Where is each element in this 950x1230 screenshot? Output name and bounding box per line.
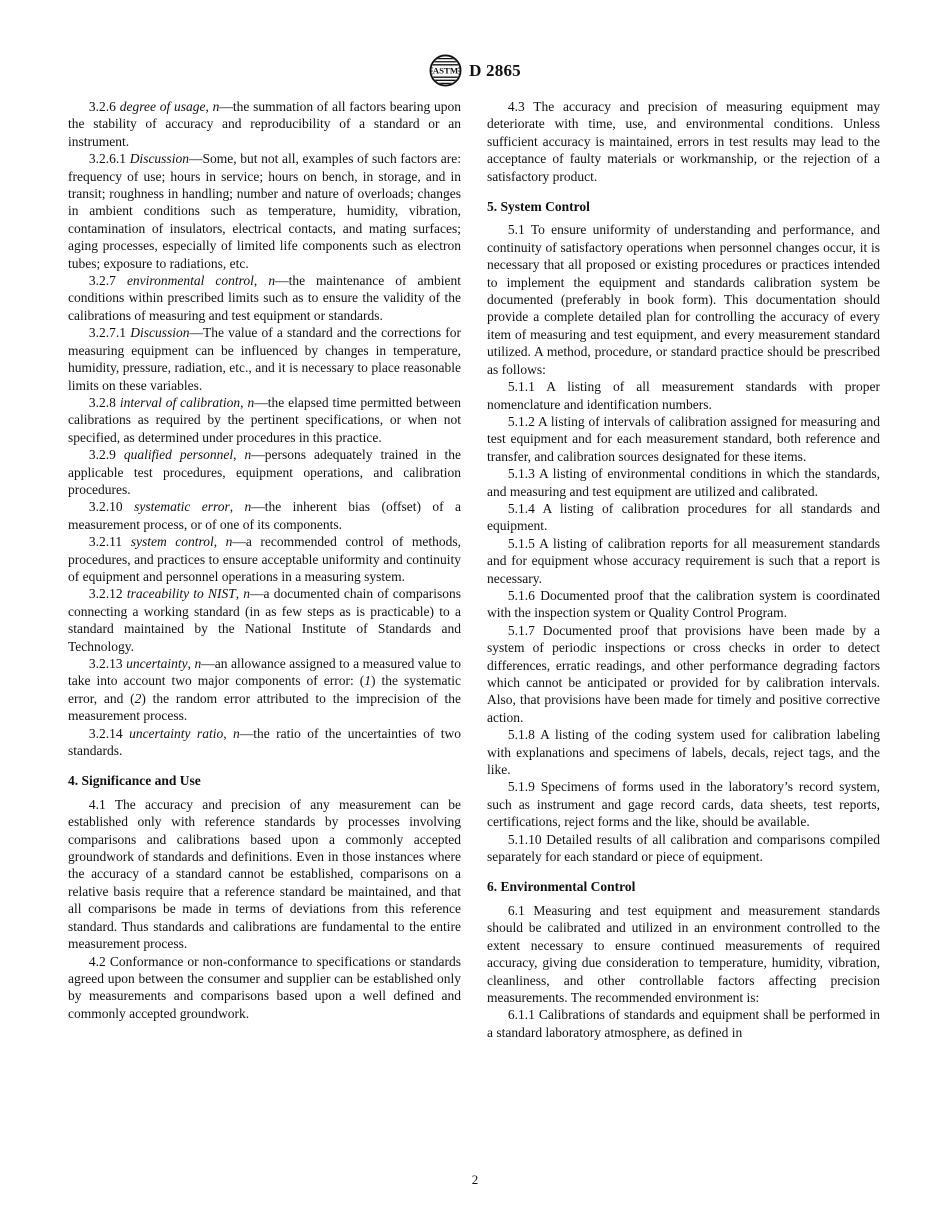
paragraph xyxy=(487,587,880,622)
text-run: , xyxy=(253,273,269,289)
paragraph xyxy=(68,394,461,446)
column-left xyxy=(68,98,461,1041)
text-run: 5.1.4 A listing of calibration procedures for all standards and equipment. xyxy=(487,500,880,534)
text-run: —the elapsed time permitted between calibrations as required by the pertinent specifications, or when not specified, as determined under procedures in this practice. xyxy=(68,394,462,445)
text-run: , xyxy=(235,586,244,602)
text-run: 5.1 To ensure uniformity of understanding and performance, and continuity of satisfactory operations when personnel changes occur, it is necessary that all proposed or existing procedures or practices intended to implement the equipment and standards calibration system be documented (preferably in book form). This documentation should provide a complete detailed plan for controlling the accuracy of every item of measuring and test equipment, and every measurement standard utilized. A method, procedure, or standard practice should be prescribed as follows: xyxy=(487,222,880,377)
document-number: D 2865 xyxy=(469,60,521,80)
text-run: 3.2.12 xyxy=(88,586,127,602)
paragraph xyxy=(487,413,880,465)
text-run: , xyxy=(213,534,226,550)
section-heading: 5. System Control xyxy=(487,199,590,215)
text-run: ) the random error attributed to the imprecision of the measurement process. xyxy=(68,690,461,724)
italic-text-run: qualified personnel xyxy=(123,447,234,463)
italic-text-run: uncertainty ratio xyxy=(129,725,224,741)
paragraph xyxy=(487,378,880,413)
text-run: 6.1 Measuring and test equipment and measurement standards should be calibrated and utilized in an environment controlled to the extent necessary to ensure continued measurements of required accuracy, giving due consideration to temperature, humidity, vibration, cleanliness, and other controllable factors affecting precision measurements. The recommended environment is: xyxy=(487,902,880,1005)
italic-text-run: n xyxy=(225,534,233,550)
text-run: —The value of a standard and the corrections for measuring equipment can be influenced by changes in temperature, humidity, pressure, radiation, etc., and it is necessary to place reasonable limits on these variables. xyxy=(68,325,461,393)
italic-text-run: n xyxy=(247,394,255,410)
text-run: , xyxy=(205,99,213,114)
paragraph xyxy=(487,221,880,378)
italic-text-run: n xyxy=(244,499,252,515)
document-body xyxy=(68,98,880,1041)
paragraph xyxy=(68,272,461,324)
section-heading: 4. Significance and Use xyxy=(68,773,201,789)
text-run: 4.2 Conformance or non-conformance to specifications or standards agreed upon between the consumer and supplier can be established only by measurements and comparisons based upon a well defined and commonly accepted groundwork. xyxy=(68,953,461,1021)
text-run: —the inherent bias (offset) of a measurement process, or of one of its components. xyxy=(68,499,461,532)
paragraph xyxy=(487,465,880,500)
italic-text-run: 1 xyxy=(364,673,371,689)
text-run: —the summation of all factors bearing upon the stability of accuracy and reproducibility of a standard or an instrument. xyxy=(68,99,461,149)
italic-text-run: n xyxy=(244,447,252,463)
italic-text-run: Discussion xyxy=(129,151,189,167)
text-run: 3.2.13 xyxy=(88,656,127,671)
text-run: , xyxy=(187,656,195,671)
paragraph xyxy=(68,98,461,150)
page-header xyxy=(0,54,950,87)
text-run: , xyxy=(223,725,233,741)
text-run: 3.2.14 xyxy=(88,725,130,741)
text-run: 5.1.9 Specimens of forms used in the laboratory’s record system, such as instrument and gage record cards, data sheets, test reports, certifications, reject forms and the like, should be available. xyxy=(487,779,880,830)
italic-text-run: n xyxy=(243,586,251,602)
section-heading: 6. Environmental Control xyxy=(487,879,636,895)
text-run: —a recommended control of methods, procedures, and practices to ensure acceptable uniformity and continuity of equipment and personnel operations in a measuring system. xyxy=(68,534,462,584)
paragraph xyxy=(68,725,461,760)
text-run: 5.1.7 Documented proof that provisions have been made by a system of periodic inspections or cross checks in order to detect differences, erratic readings, and other performance degrading factors which cannot be anticipated or provided for by calibration intervals. Also, that provisions have been made for timely and positive corrective action. xyxy=(487,622,880,725)
page-footer xyxy=(0,1172,950,1188)
italic-text-run: n xyxy=(232,725,240,741)
italic-text-run: degree of usage xyxy=(119,99,206,114)
text-run: ) the systematic error, and ( xyxy=(68,673,461,706)
paragraph xyxy=(487,535,880,587)
italic-text-run: systematic error xyxy=(134,499,230,515)
text-run: 5.1.5 A listing of calibration reports for all measurement standards and for equipment whose accuracy requirement is such that a report is necessary. xyxy=(487,535,880,586)
text-run: 6.1.1 Calibrations of standards and equipment shall be performed in a standard laboratory atmosphere, as defined in xyxy=(487,1007,880,1040)
text-run: —an allowance assigned to a measured value to take into account two major components of error: ( xyxy=(68,656,462,689)
paragraph xyxy=(68,585,461,655)
italic-text-run: n xyxy=(268,273,276,289)
paragraph xyxy=(487,500,880,535)
text-run: 5.1.10 Detailed results of all calibration and comparisons compiled separately for each standard or piece of equipment. xyxy=(487,831,880,865)
paragraph xyxy=(487,831,880,866)
text-run: —persons adequately trained in the applicable test procedures, equipment operations, and calibration procedures. xyxy=(68,447,461,497)
text-run: , xyxy=(229,499,245,515)
italic-text-run: system control xyxy=(130,534,214,550)
paragraph xyxy=(68,796,461,953)
paragraph xyxy=(487,726,880,778)
text-run: 3.2.6 xyxy=(88,99,120,114)
italic-text-run: interval of calibration xyxy=(119,394,241,410)
text-run: 4.3 The accuracy and precision of measuring equipment may deteriorate with time, use, and environmental conditions. Unless sufficient accuracy is maintained, errors in test results may lead to the acceptance of faulty materials or workmanship, or the rejection of a satisfactory product. xyxy=(487,99,880,184)
text-run: 5.1.8 A listing of the coding system used for calibration labeling with explanations and specimens of labels, decals, reject tags, and the like. xyxy=(487,727,880,778)
paragraph xyxy=(487,1006,880,1041)
text-run: 3.2.10 xyxy=(88,499,135,515)
text-run: 3.2.9 xyxy=(88,447,124,463)
italic-text-run: traceability to NIST xyxy=(126,586,236,602)
italic-text-run: n xyxy=(194,656,202,671)
paragraph xyxy=(68,533,461,585)
italic-text-run: Discussion xyxy=(130,325,190,341)
column-right xyxy=(487,98,880,1041)
paragraph xyxy=(487,778,880,830)
paragraph xyxy=(68,324,461,394)
text-run: 3.2.7.1 xyxy=(88,325,131,341)
italic-text-run: 2 xyxy=(134,690,142,706)
text-run: 5.1.1 A listing of all measurement standards with proper nomenclature and identification numbers. xyxy=(487,379,880,412)
paragraph xyxy=(68,498,461,533)
paragraph xyxy=(68,655,461,725)
italic-text-run: uncertainty xyxy=(126,656,188,671)
text-run: , xyxy=(240,394,248,410)
page-number: 2 xyxy=(471,1172,479,1187)
italic-text-run: n xyxy=(212,99,220,114)
text-run: —the maintenance of ambient conditions within prescribed limits such as to ensure the validity of the calibrations of measuring and test equipment or standards. xyxy=(68,273,462,323)
text-run: 3.2.7 xyxy=(88,273,127,289)
text-run: , xyxy=(233,447,245,463)
text-run: 4.1 The accuracy and precision of any measurement can be established only with reference standards by processes involving comparisons and calibrations based upon a commonly accepted groundwork of standards and definitions. Even in those instances where the accuracy of a standard cannot be established, comparisons on a relative basis require that a reference standard be maintained, and that all comparisons be made in terms of deviations from this reference standard. Thus standards and calibrations are fundamental to the entire measurement process. xyxy=(68,796,461,952)
text-run: 5.1.6 Documented proof that the calibration system is coordinated with the inspection system or Quality Control Program. xyxy=(487,587,880,621)
text-run: —a documented chain of comparisons connecting a working standard (in as few steps as is practicable) to a standard maintained by the National Institute of Standards and Technology. xyxy=(68,586,461,654)
astm-logo-text: ASTM xyxy=(432,65,459,76)
text-run: —Some, but not all, examples of such factors are: frequency of use; hours in service; hours on bench, in storage, and in transit; roughness in handling; number and nature of overloads; changes in ambient conditions such as temperature, humidity, vibration, contamination of insulators, electrical contacts, and mating surfaces; aging processes, especially of limited life components such as electron tubes; exposure to radiations, etc. xyxy=(68,151,461,271)
text-run: 5.1.3 A listing of environmental conditions in which the standards, and measuring and test equipment are utilized and calibrated. xyxy=(487,466,880,499)
paragraph xyxy=(487,622,880,726)
paragraph xyxy=(68,953,461,1023)
paragraph xyxy=(68,150,461,272)
text-run: —the ratio of the uncertainties of two standards. xyxy=(68,725,461,759)
text-run: 5.1.2 A listing of intervals of calibration assigned for measuring and test equipment and for each measurement standard, both reference and transfer, and calibration sources designated for these items. xyxy=(487,413,880,464)
paragraph xyxy=(487,902,880,1006)
italic-text-run: environmental control xyxy=(126,273,254,289)
astm-logo-icon xyxy=(429,54,462,87)
paragraph xyxy=(487,98,880,185)
text-run: 3.2.11 xyxy=(88,534,131,550)
paragraph xyxy=(68,446,461,498)
text-run: 3.2.8 xyxy=(88,394,120,410)
text-run: 3.2.6.1 xyxy=(88,151,130,167)
